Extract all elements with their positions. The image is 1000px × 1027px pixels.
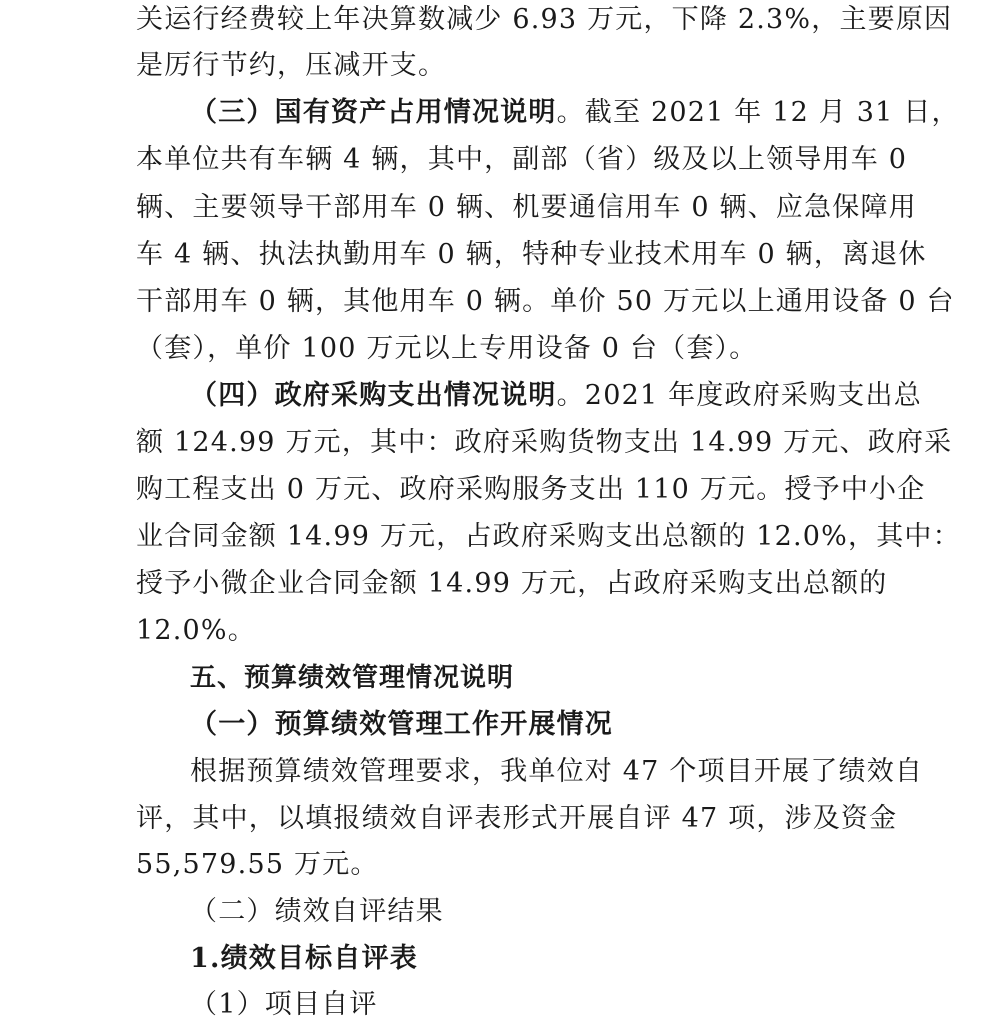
text-line: 业合同金额 14.99 万元，占政府采购支出总额的 12.0%，其中： <box>136 521 961 552</box>
text-line: 额 124.99 万元，其中：政府采购货物支出 14.99 万元、政府采 <box>136 427 953 458</box>
text-line: 购工程支出 0 万元、政府采购服务支出 110 万元。授予中小企 <box>136 474 926 505</box>
text-line: 干部用车 0 辆，其他用车 0 辆。单价 50 万元以上通用设备 0 台 <box>136 286 955 317</box>
item-subheading: （1）项目自评 <box>190 989 378 1020</box>
subsection-heading: （一）预算绩效管理工作开展情况 <box>190 709 613 740</box>
text-line: 关运行经费较上年决算数减少 6.93 万元，下降 2.3%，主要原因 <box>136 4 953 35</box>
text-line: 辆、主要领导干部用车 0 辆、机要通信用车 0 辆、应急保障用 <box>136 192 917 223</box>
text-line: 评，其中，以填报绩效自评表形式开展自评 47 项，涉及资金 <box>136 803 898 834</box>
text-line: 。2021 年度政府采购支出总 <box>556 380 922 411</box>
text-line: （套），单价 100 万元以上专用设备 0 台（套）。 <box>136 333 758 364</box>
section-heading-procurement: （四）政府采购支出情况说明 <box>190 380 557 411</box>
subsection-heading: （二）绩效自评结果 <box>190 896 444 927</box>
item-heading: 1.绩效目标自评表 <box>190 943 418 974</box>
section-heading-performance: 五、预算绩效管理情况说明 <box>190 663 515 693</box>
text-line: 根据预算绩效管理要求，我单位对 47 个项目开展了绩效自 <box>190 756 924 787</box>
paragraph-procurement <box>190 374 922 418</box>
text-line: 授予小微企业合同金额 14.99 万元，占政府采购支出总额的 <box>136 568 888 599</box>
text-line: 。截至 2021 年 12 月 31 日， <box>556 97 960 128</box>
text-line: 车 4 辆、执法执勤用车 0 辆，特种专业技术用车 0 辆，离退休 <box>136 239 927 270</box>
text-line: 55,579.55 万元。 <box>136 849 379 880</box>
section-heading-assets: （三）国有资产占用情况说明 <box>190 97 557 128</box>
text-line: 是厉行节约，压减开支。 <box>136 50 447 81</box>
text-line: 本单位共有车辆 4 辆，其中，副部（省）级及以上领导用车 0 <box>136 144 908 175</box>
text-line: 12.0%。 <box>136 615 256 646</box>
paragraph-asset-usage <box>190 91 960 135</box>
